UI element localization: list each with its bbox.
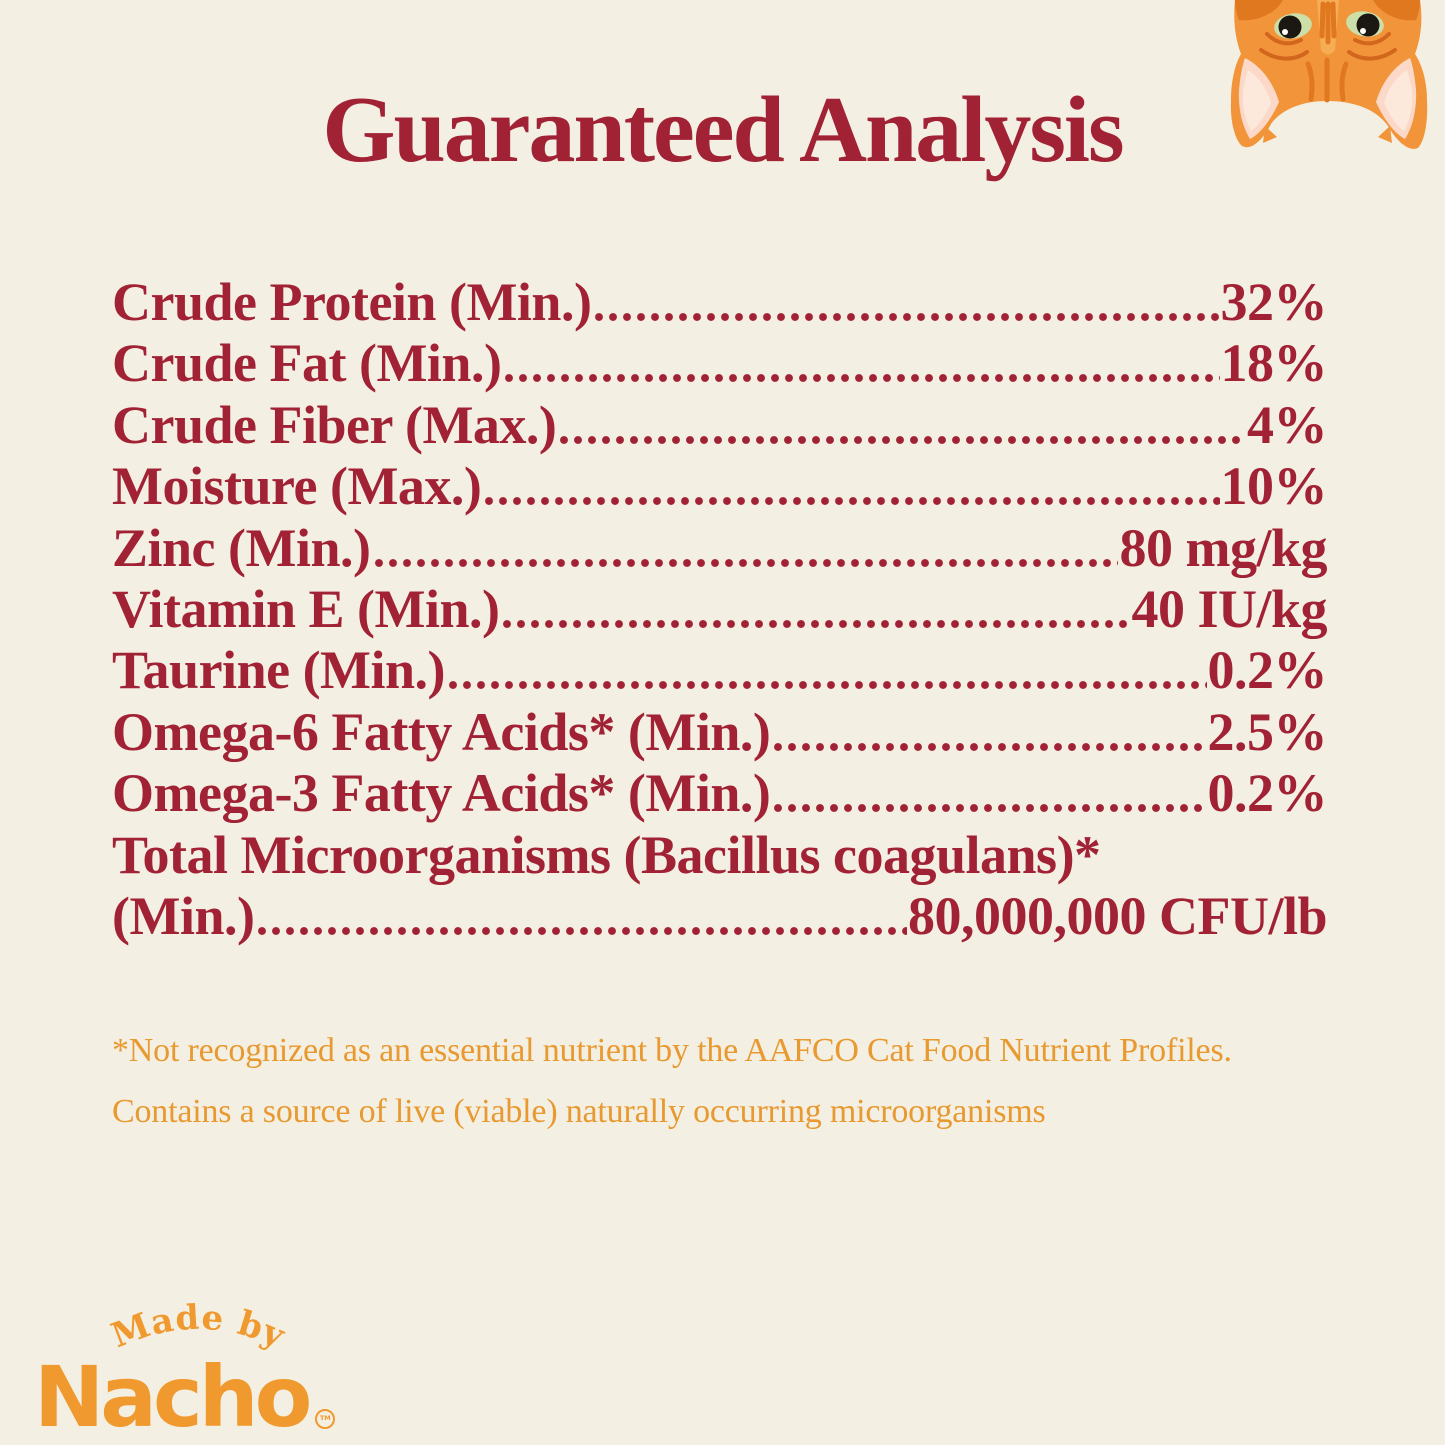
analysis-row (112, 333, 1327, 394)
made-by-label: Made by (106, 1298, 292, 1357)
nutrient-label: Taurine (Min.) (112, 640, 446, 701)
nutrient-label: Moisture (Max.) (112, 456, 482, 517)
dot-leader (255, 886, 907, 936)
dot-leader (592, 272, 1219, 322)
dot-leader (482, 456, 1219, 506)
dot-leader (771, 763, 1206, 813)
nutrient-value: 80,000,000 CFU/lb (907, 885, 1327, 946)
analysis-row (112, 886, 1327, 947)
nutrient-label: Zinc (Min.) (112, 517, 371, 578)
nutrient-value: 0.2% (1207, 763, 1327, 824)
analysis-row (112, 825, 1327, 886)
analysis-table (112, 272, 1327, 947)
trademark-symbol: TM (315, 1409, 335, 1429)
brand-name: Nacho (34, 1348, 309, 1445)
nutrient-value: 32% (1220, 272, 1327, 332)
analysis-row (112, 702, 1327, 763)
dot-leader (771, 702, 1206, 752)
dot-leader (372, 518, 1119, 568)
nutrient-label: Total Microorganisms (Bacillus coagulans)* (112, 824, 1101, 885)
nutrient-value: 80 mg/kg (1119, 517, 1327, 578)
brand-row (28, 1348, 368, 1445)
analysis-row (112, 456, 1327, 517)
nutrient-value: 0.2% (1207, 640, 1327, 701)
analysis-row (112, 518, 1327, 579)
page-title: Guaranteed Analysis (322, 78, 1123, 182)
dot-leader (557, 395, 1246, 445)
footnote-line-2: Contains a source of live (viable) naturally occurring microorganisms (112, 1093, 1046, 1131)
nutrient-label: Crude Fiber (Max.) (112, 394, 557, 455)
dot-leader (500, 579, 1130, 629)
footnote-line-1: *Not recognized as an essential nutrient by the AAFCO Cat Food Nutrient Profiles. (112, 1032, 1232, 1069)
nutrient-value: 2.5% (1207, 701, 1327, 762)
dot-leader (446, 640, 1206, 690)
nutrient-label: (Min.) (112, 885, 255, 946)
analysis-row (112, 579, 1327, 640)
nutrient-value: 18% (1220, 333, 1327, 394)
nutrient-value: 4% (1247, 394, 1327, 455)
nutrient-label: Omega-6 Fatty Acids* (Min.) (112, 701, 771, 762)
brand-logo (28, 1298, 368, 1445)
dot-leader (502, 333, 1219, 383)
analysis-row (112, 763, 1327, 824)
footnote (112, 1032, 1365, 1155)
nutrient-value: 40 IU/kg (1131, 578, 1327, 639)
nutrient-value: 10% (1220, 456, 1327, 517)
analysis-row (112, 272, 1327, 333)
analysis-row (112, 640, 1327, 701)
nutrient-label: Crude Protein (Min.) (112, 272, 592, 332)
nutrient-label: Vitamin E (Min.) (112, 578, 500, 639)
analysis-row (112, 395, 1327, 456)
nutrient-label: Omega-3 Fatty Acids* (Min.) (112, 763, 771, 824)
nutrient-label: Crude Fat (Min.) (112, 333, 502, 394)
